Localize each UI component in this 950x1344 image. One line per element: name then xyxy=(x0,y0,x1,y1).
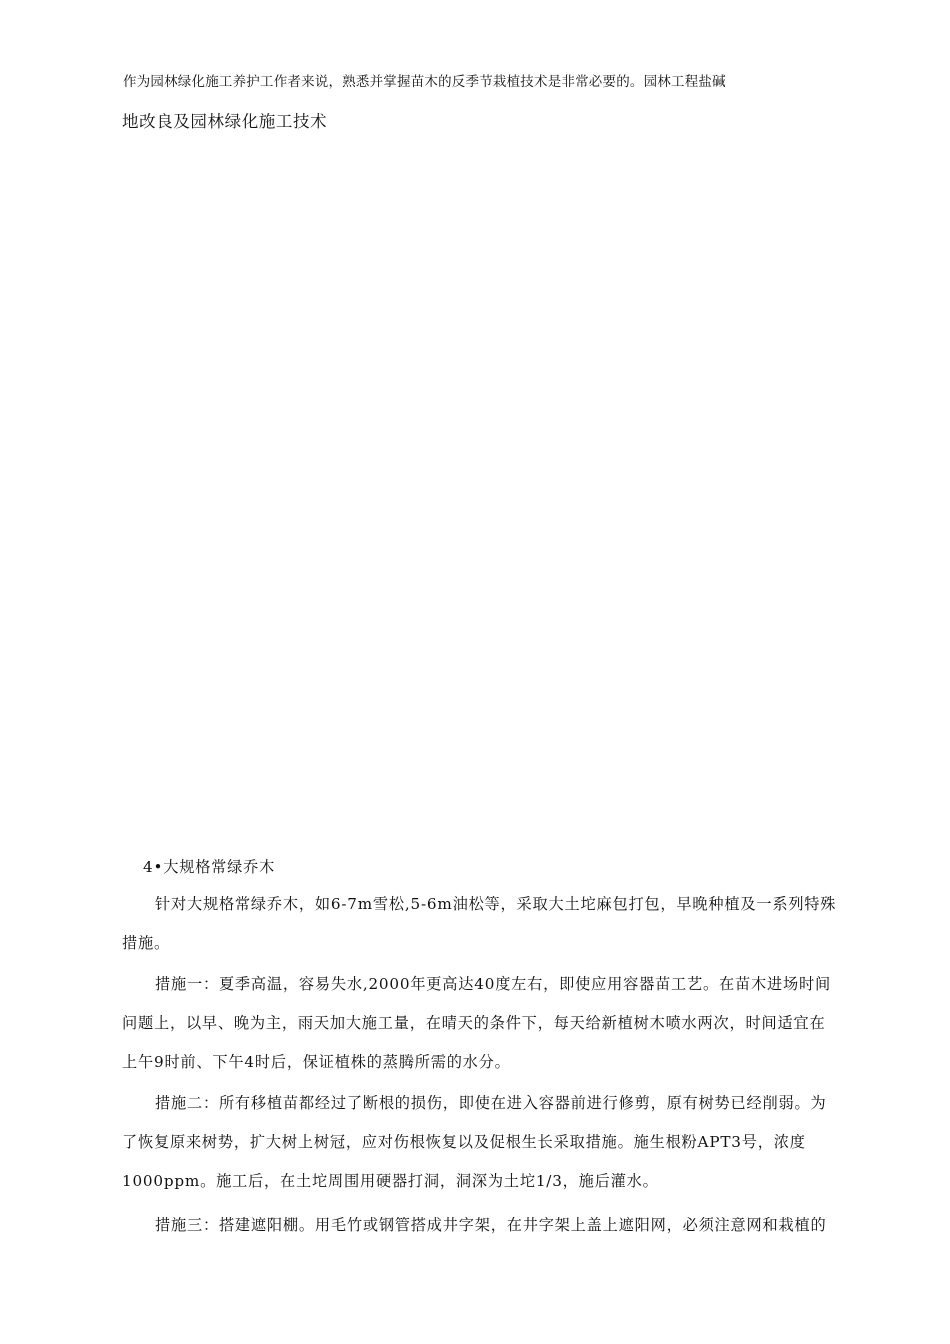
paragraph-3-line-1: 措施二：所有移植苗都经过了断根的损伤，即使在进入容器前进行修剪，原有树势已经削弱。为 xyxy=(155,1094,827,1112)
paragraph-2-line-3: 上午9时前、下午4时后，保证植株的蒸腾所需的水分。 xyxy=(122,1053,511,1071)
paragraph-1-line-2: 措施。 xyxy=(122,934,170,952)
intro-line-2: 地改良及园林绿化施工技术 xyxy=(122,112,328,131)
paragraph-2-line-2: 问题上，以早、晚为主，雨天加大施工量，在晴天的条件下，每天给新植树木喷水两次，时间适宜在 xyxy=(122,1014,826,1032)
section-heading: 4•大规格常绿乔木 xyxy=(143,858,276,876)
paragraph-1-line-1: 针对大规格常绿乔木，如6-7m雪松,5-6m油松等，采取大土坨麻包打包，早晚种植及一系列特殊 xyxy=(155,895,837,913)
intro-line-1: 作为园林绿化施工养护工作者来说，熟悉并掌握苗木的反季节栽植技术是非常必要的。园林工程盐碱 xyxy=(123,74,726,90)
paragraph-3-line-2: 了恢复原来树势，扩大树上树冠，应对伤根恢复以及促根生长采取措施。施生根粉APT3号，浓度 xyxy=(122,1133,806,1151)
paragraph-3-line-3: 1000ppm。施工后，在土坨周围用硬器打洞，洞深为土坨1/3，施后灌水。 xyxy=(122,1172,659,1190)
paragraph-2-line-1: 措施一：夏季高温，容易失水,2000年更高达40度左右，即使应用容器苗工艺。在苗木进场时间 xyxy=(155,975,831,993)
paragraph-4-line-1: 措施三：搭建遮阳棚。用毛竹或钢管搭成井字架，在井字架上盖上遮阳网，必须注意网和栽植的 xyxy=(155,1216,827,1234)
